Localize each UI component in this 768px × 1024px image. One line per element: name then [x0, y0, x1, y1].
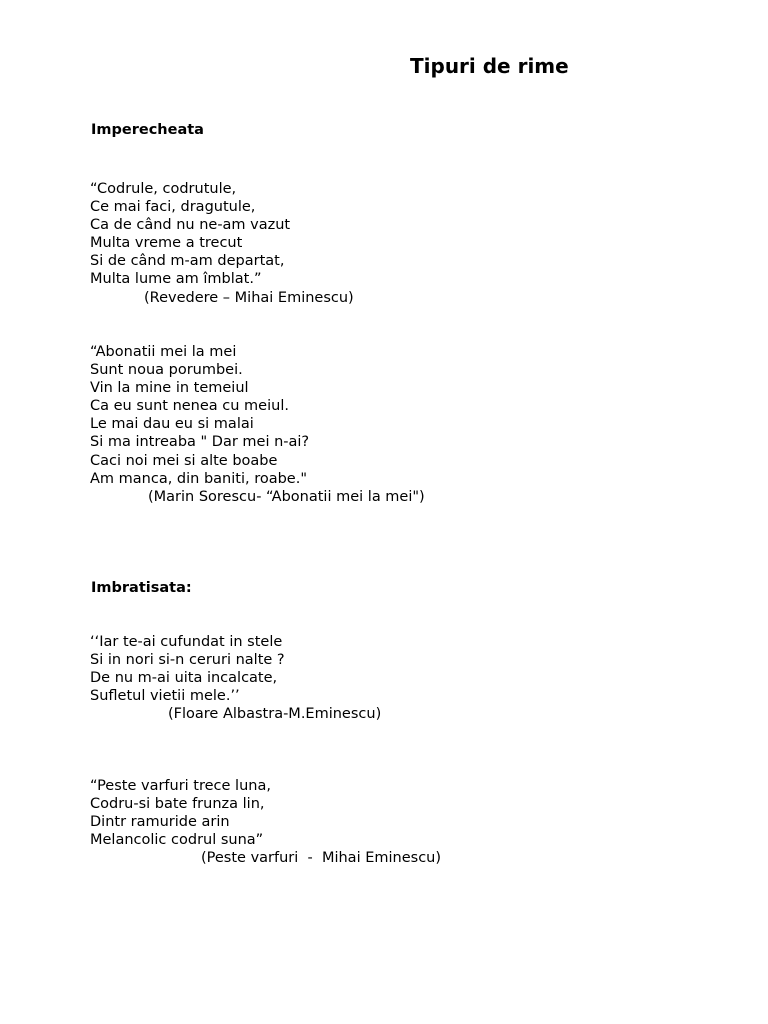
poem-abonatii	[90, 343, 425, 506]
poem-line: ‘‘Iar te-ai cufundat in stele	[90, 634, 283, 650]
poem-line: Ca de când nu ne-am vazut	[90, 217, 291, 234]
poem-line: Si de când m-am departat,	[90, 253, 285, 270]
poem-line: Vin la mine in temeiul	[90, 380, 249, 397]
poem-line: Dintr ramuride arin	[90, 814, 230, 831]
poem-line: “Codrule, codrutule,	[90, 181, 237, 197]
poem-line: De nu m-ai uita incalcate,	[90, 670, 278, 687]
poem-line: Codru-si bate frunza lin,	[90, 796, 265, 813]
poem-line: Sufletul vietii mele.’’	[90, 688, 240, 705]
poem-peste-varfuri	[90, 777, 441, 867]
poem-floare-albastra	[90, 633, 381, 723]
poem-attribution: (Floare Albastra-M.Eminescu)	[168, 706, 382, 723]
poem-line: Si in nori si-n ceruri nalte ?	[90, 652, 285, 669]
page-title: Tipuri de rime	[410, 54, 569, 78]
poem-line: Sunt noua porumbei.	[90, 362, 243, 379]
poem-attribution: (Revedere – Mihai Eminescu)	[144, 289, 354, 306]
poem-line: Si ma intreaba " Dar mei n-ai?	[90, 434, 310, 451]
poem-line: Caci noi mei si alte boabe	[90, 452, 278, 469]
poem-attribution: (Peste varfuri - Mihai Eminescu)	[201, 850, 442, 867]
poem-line: Multa vreme a trecut	[90, 235, 243, 252]
poem-line: Am manca, din baniti, roabe."	[90, 470, 308, 487]
poem-line: Ce mai faci, dragutule,	[90, 199, 256, 216]
poem-line: Multa lume am îmblat.”	[90, 271, 262, 288]
poem-line: Le mai dau eu si malai	[90, 416, 254, 433]
poem-revedere	[90, 180, 354, 307]
section-heading-imbratisata: Imbratisata:	[91, 580, 192, 596]
poem-line: Ca eu sunt nenea cu meiul.	[90, 398, 289, 415]
poem-line: Melancolic codrul suna”	[90, 832, 264, 849]
poem-attribution: (Marin Sorescu- “Abonatii mei la mei")	[148, 488, 425, 505]
poem-line: “Peste varfuri trece luna,	[90, 778, 271, 794]
poem-line: “Abonatii mei la mei	[90, 344, 237, 360]
section-heading-imperecheata: Imperecheata	[91, 122, 204, 138]
